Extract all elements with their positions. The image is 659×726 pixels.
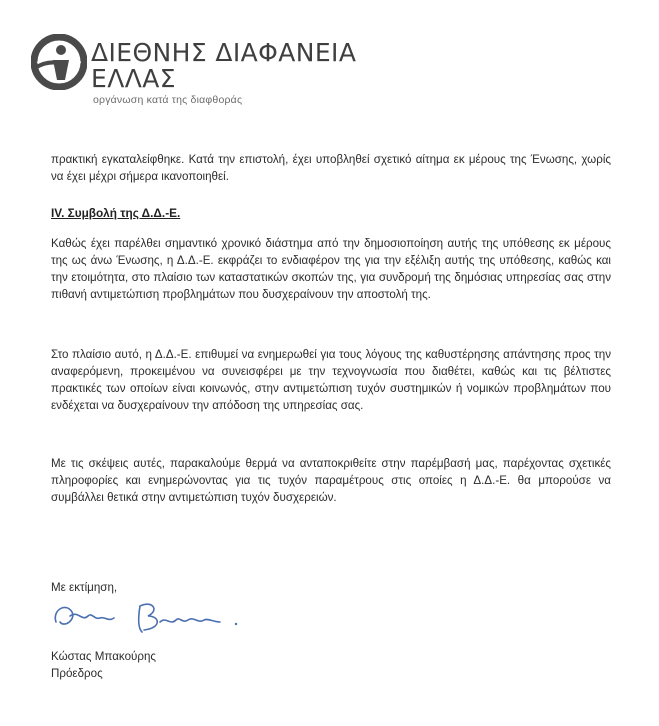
section-heading: IV. Συμβολή της Δ.Δ.-Ε.: [51, 206, 181, 220]
body-paragraph-3: Με τις σκέψεις αυτές, παρακαλούμε θερμά να ανταποκριθείτε στην παρέμβασή μας, παρέχοντας σχετικές πληροφορίες και ενημερώνοντας για τις τυχόν παραμέτρους στις οποίες η Δ.Δ.-Ε. θα μπορούσε να συμβάλλει θετικά στην αντιμετώπιση τυχόν δυσχερειών.: [51, 457, 611, 504]
signer-title: Πρόεδρος: [51, 667, 103, 680]
organization-name: [91, 40, 356, 92]
organization-tagline: οργάνωση κατά της διαφθοράς: [93, 94, 243, 106]
signer-name: Κώστας Μπακούρης: [51, 650, 156, 663]
organization-name-line2: ΕΛΛΑΣ: [91, 64, 176, 93]
body-paragraph-1: Καθώς έχει παρέλθει σημαντικό χρονικό διάστημα από την δημοσιοποίηση αυτής της υπόθεσης εκ μέρους της ως άνω Ένωσης, η Δ.Δ.-Ε. εκφράζει το ενδιαφέρον της για την εξέλιξη αυτής της υπόθεσης, καθώς και την ετοιμότητα, στο πλαίσιο των καταστατικών σκοπών της, για συνδρομή της δημόσιας υπηρεσίας σας στην πιθανή αντιμετώπιση προβλημάτων που δυσχεραίνουν την αποστολή της.: [51, 237, 611, 301]
signer-block: [51, 648, 156, 682]
organization-name-line1: ΔΙΕΘΝΗΣ ΔΙΑΦΑΝΕΙΑ: [91, 38, 357, 67]
handwritten-signature: [48, 592, 268, 642]
letterhead: [31, 30, 431, 110]
body-paragraph-2: Στο πλαίσιο αυτό, η Δ.Δ.-Ε. επιθυμεί να ενημερωθεί για τους λόγους της καθυστέρησης απάντησης προς την αναφερόμενη, προκειμένου να συνεισφέρει με την τεχνογνωσία που διαθέτει, καθώς και τις βέλτιστες πρακτικές των οποίων είναι κοινωνός, στην αντιμετώπιση τυχόν συστημικών ή νομικών προβλημάτων που ενδέχεται να δυσχεραίνουν την απόδοση της υπηρεσίας σας.: [51, 348, 611, 412]
transparency-logo-icon: [31, 34, 87, 90]
continuation-paragraph: πρακτική εγκαταλείφθηκε. Κατά την επιστολή, έχει υποβληθεί σχετικό αίτημα εκ μέρους της Ένωσης, χωρίς να έχει μέχρι σήμερα ικανοποιηθεί.: [51, 153, 611, 183]
closing-salutation: Με εκτίμηση,: [51, 581, 118, 594]
